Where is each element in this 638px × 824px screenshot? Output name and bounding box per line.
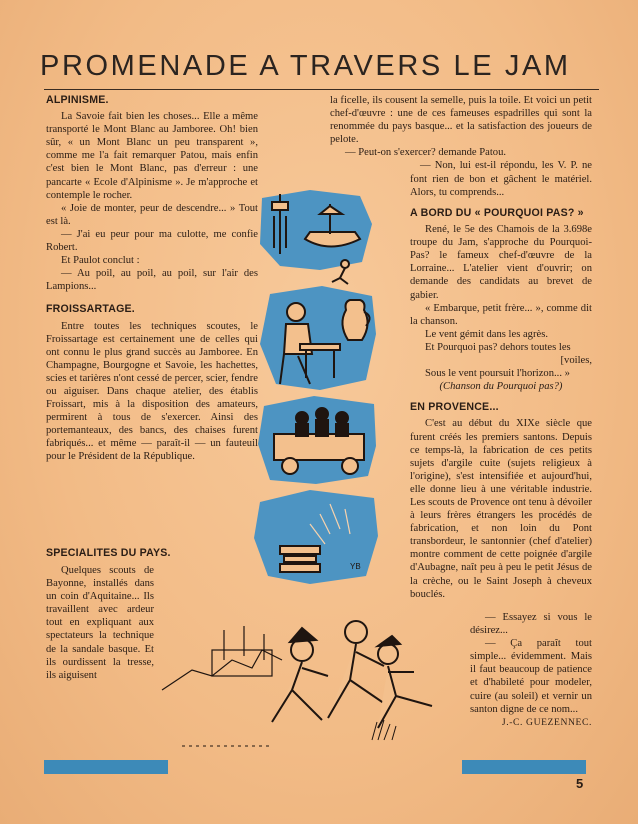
pourquoi-pas-p5: Sous le vent poursuit l'horizon... » (425, 368, 570, 380)
right-column-lower (470, 611, 592, 729)
right-accent-bar (462, 760, 586, 774)
illustrator-initials: YB (350, 562, 361, 571)
pourquoi-pas-p3: Le vent gémit dans les agrès. (425, 328, 548, 340)
page-title: PROMENADE A TRAVERS LE JAM (40, 50, 571, 82)
specialites-p1: Quelques scouts de Bayonne, installés dans un coin d'Aquitaine... Ils travaillent avec ardeur tout en expliquant aux spectateurs la technique de la sandale basque. Et ils ourdissent la tresse, ils aiguisent (46, 565, 154, 681)
specialites-heading: SPECIALITES DU PAYS. (46, 547, 171, 559)
title-rule (44, 89, 599, 90)
specialites-narrow-block (46, 564, 154, 682)
stool-icon (280, 546, 320, 572)
espadrille-p2: — Peut-on s'exercer? demande Patou. (345, 147, 507, 159)
alpinisme-p4: Et Paulot conclut : (61, 255, 140, 267)
pourquoi-pas-p4: Et Pourquoi pas? dehors toutes les (425, 341, 571, 353)
right-column-middle (410, 207, 592, 601)
runners-icon (272, 621, 432, 728)
left-accent-bar (44, 760, 168, 774)
village-icon (162, 626, 282, 690)
left-column-lower (46, 547, 258, 563)
alpinisme-heading: ALPINISME. (46, 94, 109, 106)
espadrille-p3: — Non, lui est-il répondu, les V. P. ne font rien de bon et gâchent le matériel. Alors, tu comprends... (410, 160, 592, 198)
pourquoi-pas-heading: A BORD DU « POURQUOI PAS? » (410, 207, 584, 219)
author-signature: J.-C. GUEZENNEC. (501, 716, 592, 728)
provence-p2: — Essayez si vous le désirez... (470, 612, 592, 637)
pourquoi-pas-p2: « Embarque, petit frère... », comme dit la chanson. (410, 302, 592, 327)
pourquoi-pas-p1: René, le 5e des Chamois de la 3.698e troupe du Jam, s'approche du Pourquoi-Pas? le fameux chef-d'œuvre de la Lorraine... L'atelier vient d'ouvrir; on demande des candidats au brevet de gabier. (410, 224, 592, 301)
provence-p3: — Ça paraît tout simple... évidemment. Mais il faut beaucoup de patience et d'habileté pour modeler, cuire (au soleil) et vernir un santon digne de ce nom... (470, 638, 592, 715)
provence-heading: EN PROVENCE... (410, 401, 499, 414)
left-column (46, 94, 258, 464)
pourquoi-pas-p4b: [voiles, (560, 355, 592, 367)
grass-icon (182, 720, 396, 746)
page-number: 5 (576, 776, 584, 791)
alpinisme-p1: La Savoie fait bien les choses... Elle a même transporté le Mont Blanc au Jamboree. Oh! bien sûr, « un Mont Blanc un peu transparent », comme me l'a fait remarquer Patou, mais enfin c'est bien le Mont Blanc, pas d'erreur : une pancarte « Ecole d'Alpinisme ». Je m'approche et contemple le rocher. (46, 111, 258, 201)
running-scouts-illustration (152, 610, 472, 760)
alpinisme-p3: — J'ai eu peur pour ma culotte, me confie Robert. (46, 228, 258, 254)
froissartage-p1: Entre toutes les techniques scoutes, le Froissartage est certainement une de celles qui ont connu le plus grand succès au Jamboree. En Champagne, Bourgogne et Savoie, les hachettes, scies et tarières n'ont cessé de percer, scier, fendre ou aiguiser. Dans chaque atelier, des établis Froissart, mis à la disposition des amateurs, permirent à tous de s'exercer. Ainsi des portemanteaux, des bancs, des chaises furent fabriqués... et même — paraît-il — un fauteuil pour le Président de la République. (46, 320, 258, 463)
provence-p1: C'est au début du XIXe siècle que furent créés les premiers santons. Depuis ce temps-là, la fabrication de ces petits sujets d'argile cuite (sujets religieux à l'origine), s'est intensifiée et aujourd'hui, elle donne lieu à une véritable industrie. Les scouts de Provence ont tenu à dévoiler à leurs frères étrangers les procédés de fabrication, et non loin du Pont transbordeur, le santonnier (chef d'atelier) montre comment de cette poignée d'argile d'Aubagne, naît peu à peu le petit Jésus de la crèche, ou le Saint Joseph à cheveux bouclés. (410, 418, 592, 600)
jug-icon (342, 300, 369, 340)
alpinisme-p5: — Au poil, au poil, au poil, sur l'air des Lampions... (46, 268, 258, 293)
froissartage-heading: FROISSARTAGE. (46, 303, 135, 316)
alpinisme-p2: « Joie de monter, peur de descendre... » Tout est là. (46, 202, 258, 227)
pourquoi-pas-p6: (Chanson du Pourquoi pas?) (439, 381, 563, 393)
espadrille-p1: la ficelle, ils cousent la semelle, puis la toile. Et voici un petit chef-d'œuvre : une de ces fameuses espadrilles qui sont la renommée du pays basque... et la satisfaction des joueurs de pelote. (330, 95, 592, 146)
scout-vignettes-illustration (250, 184, 382, 586)
